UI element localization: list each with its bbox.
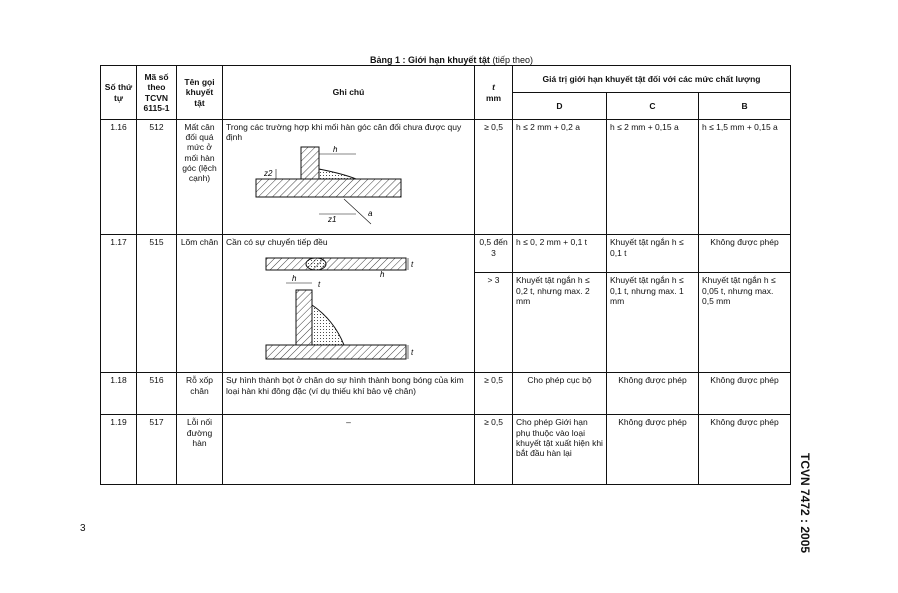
header-row-1 — [101, 66, 791, 93]
cell-t: > 3 — [475, 273, 513, 373]
table-row — [101, 120, 791, 235]
header-ghi-chu: Ghi chú — [223, 66, 475, 120]
label-h: h — [333, 145, 338, 155]
ghi-chu-text: Trong các trường hợp khi mối hàn góc cân đối chưa được quy định — [226, 122, 462, 143]
cell-ma: 517 — [137, 415, 177, 485]
cell-ten: Lỗi nối đường hàn — [177, 415, 223, 485]
cell-stt: 1.18 — [101, 373, 137, 415]
header-level-d: D — [513, 93, 607, 120]
cell-level-b: Không được phép — [699, 373, 791, 415]
cell-ghi-chu: – — [223, 415, 475, 485]
cell-ghi-chu: Sự hình thành bọt ở chân do sự hình thành bong bóng của kim loại hàn khi đông đặc (ví dụ thiếu khí bảo vệ chân) — [223, 373, 475, 415]
cell-ten: Mất cân đối quá mức ở mối hàn góc (lệch cạnh) — [177, 120, 223, 235]
header-t-symbol: t — [492, 82, 495, 93]
cell-level-c: Không được phép — [607, 415, 699, 485]
header-level-c: C — [607, 93, 699, 120]
cell-stt: 1.16 — [101, 120, 137, 235]
cell-ten: Lõm chân — [177, 235, 223, 373]
cell-t: ≥ 0,5 — [475, 373, 513, 415]
cell-level-c: Không được phép — [607, 373, 699, 415]
cell-level-d: Cho phép Giới hạn phụ thuộc vào loại khuyết tật xuất hiện khi bắt đầu hàn lại — [513, 415, 607, 485]
header-stt: Số thứ tự — [101, 66, 137, 120]
label-t: t — [411, 259, 414, 269]
defect-limits-table — [100, 65, 791, 485]
header-gia-tri: Giá trị giới hạn khuyết tật đối với các mức chất lượng — [513, 66, 791, 93]
cell-level-c: h ≤ 2 mm + 0,15 a — [607, 120, 699, 235]
caption-title: Bảng 1 : Giới hạn khuyết tật — [370, 55, 490, 65]
cell-stt: 1.19 — [101, 415, 137, 485]
cell-level-d: h ≤ 2 mm + 0,2 a — [513, 120, 607, 235]
cell-level-d: Cho phép cục bộ — [513, 373, 607, 415]
label-h: h — [292, 273, 297, 283]
cell-level-c: Khuyết tật ngắn h ≤ 0,1 t, nhưng max. 1 mm — [607, 273, 699, 373]
cell-stt: 1.17 — [101, 235, 137, 373]
cell-level-d: Khuyết tật ngắn h ≤ 0,2 t, nhưng max. 2 mm — [513, 273, 607, 373]
cell-ma: 512 — [137, 120, 177, 235]
label-z1: z1 — [328, 215, 337, 225]
table-row — [101, 373, 791, 415]
cell-ten: Rỗ xốp chân — [177, 373, 223, 415]
cell-ma: 515 — [137, 235, 177, 373]
label-a: a — [368, 209, 373, 219]
label-t: t — [411, 347, 414, 357]
label-z2: z2 — [264, 169, 273, 179]
cell-ma: 516 — [137, 373, 177, 415]
cell-level-b: Khuyết tật ngắn h ≤ 0,05 t, nhưng max. 0,5 mm — [699, 273, 791, 373]
label-t: t — [318, 279, 321, 289]
cell-ghi-chu — [223, 120, 475, 235]
cell-level-b: h ≤ 1,5 mm + 0,15 a — [699, 120, 791, 235]
fillet-weld-figure — [226, 144, 426, 232]
cell-t: ≥ 0,5 — [475, 120, 513, 235]
page-number: 3 — [80, 523, 86, 534]
header-t-unit: mm — [485, 92, 502, 103]
header-ma-so: Mã số theo TCVN 6115-1 — [137, 66, 177, 120]
cell-t: 0,5 đến 3 — [475, 235, 513, 273]
cell-level-b: Không được phép — [699, 235, 791, 273]
cell-level-d: h ≤ 0, 2 mm + 0,1 t — [513, 235, 607, 273]
table-row — [101, 235, 791, 273]
cell-level-b: Không được phép — [699, 415, 791, 485]
root-concavity-figure — [226, 250, 426, 370]
label-h: h — [380, 269, 385, 279]
cell-level-c: Khuyết tật ngắn h ≤ 0,1 t — [607, 235, 699, 273]
header-t — [475, 66, 513, 120]
standard-code-label: TCVN 7472 : 2005 — [798, 453, 812, 554]
table-row — [101, 415, 791, 485]
header-ten-goi: Tên gọi khuyết tật — [177, 66, 223, 120]
cell-t: ≥ 0,5 — [475, 415, 513, 485]
table-caption — [370, 55, 533, 65]
header-level-b: B — [699, 93, 791, 120]
caption-sub: (tiếp theo) — [492, 55, 533, 65]
ghi-chu-text: Cần có sự chuyển tiếp đều — [226, 237, 328, 248]
cell-ghi-chu — [223, 235, 475, 373]
